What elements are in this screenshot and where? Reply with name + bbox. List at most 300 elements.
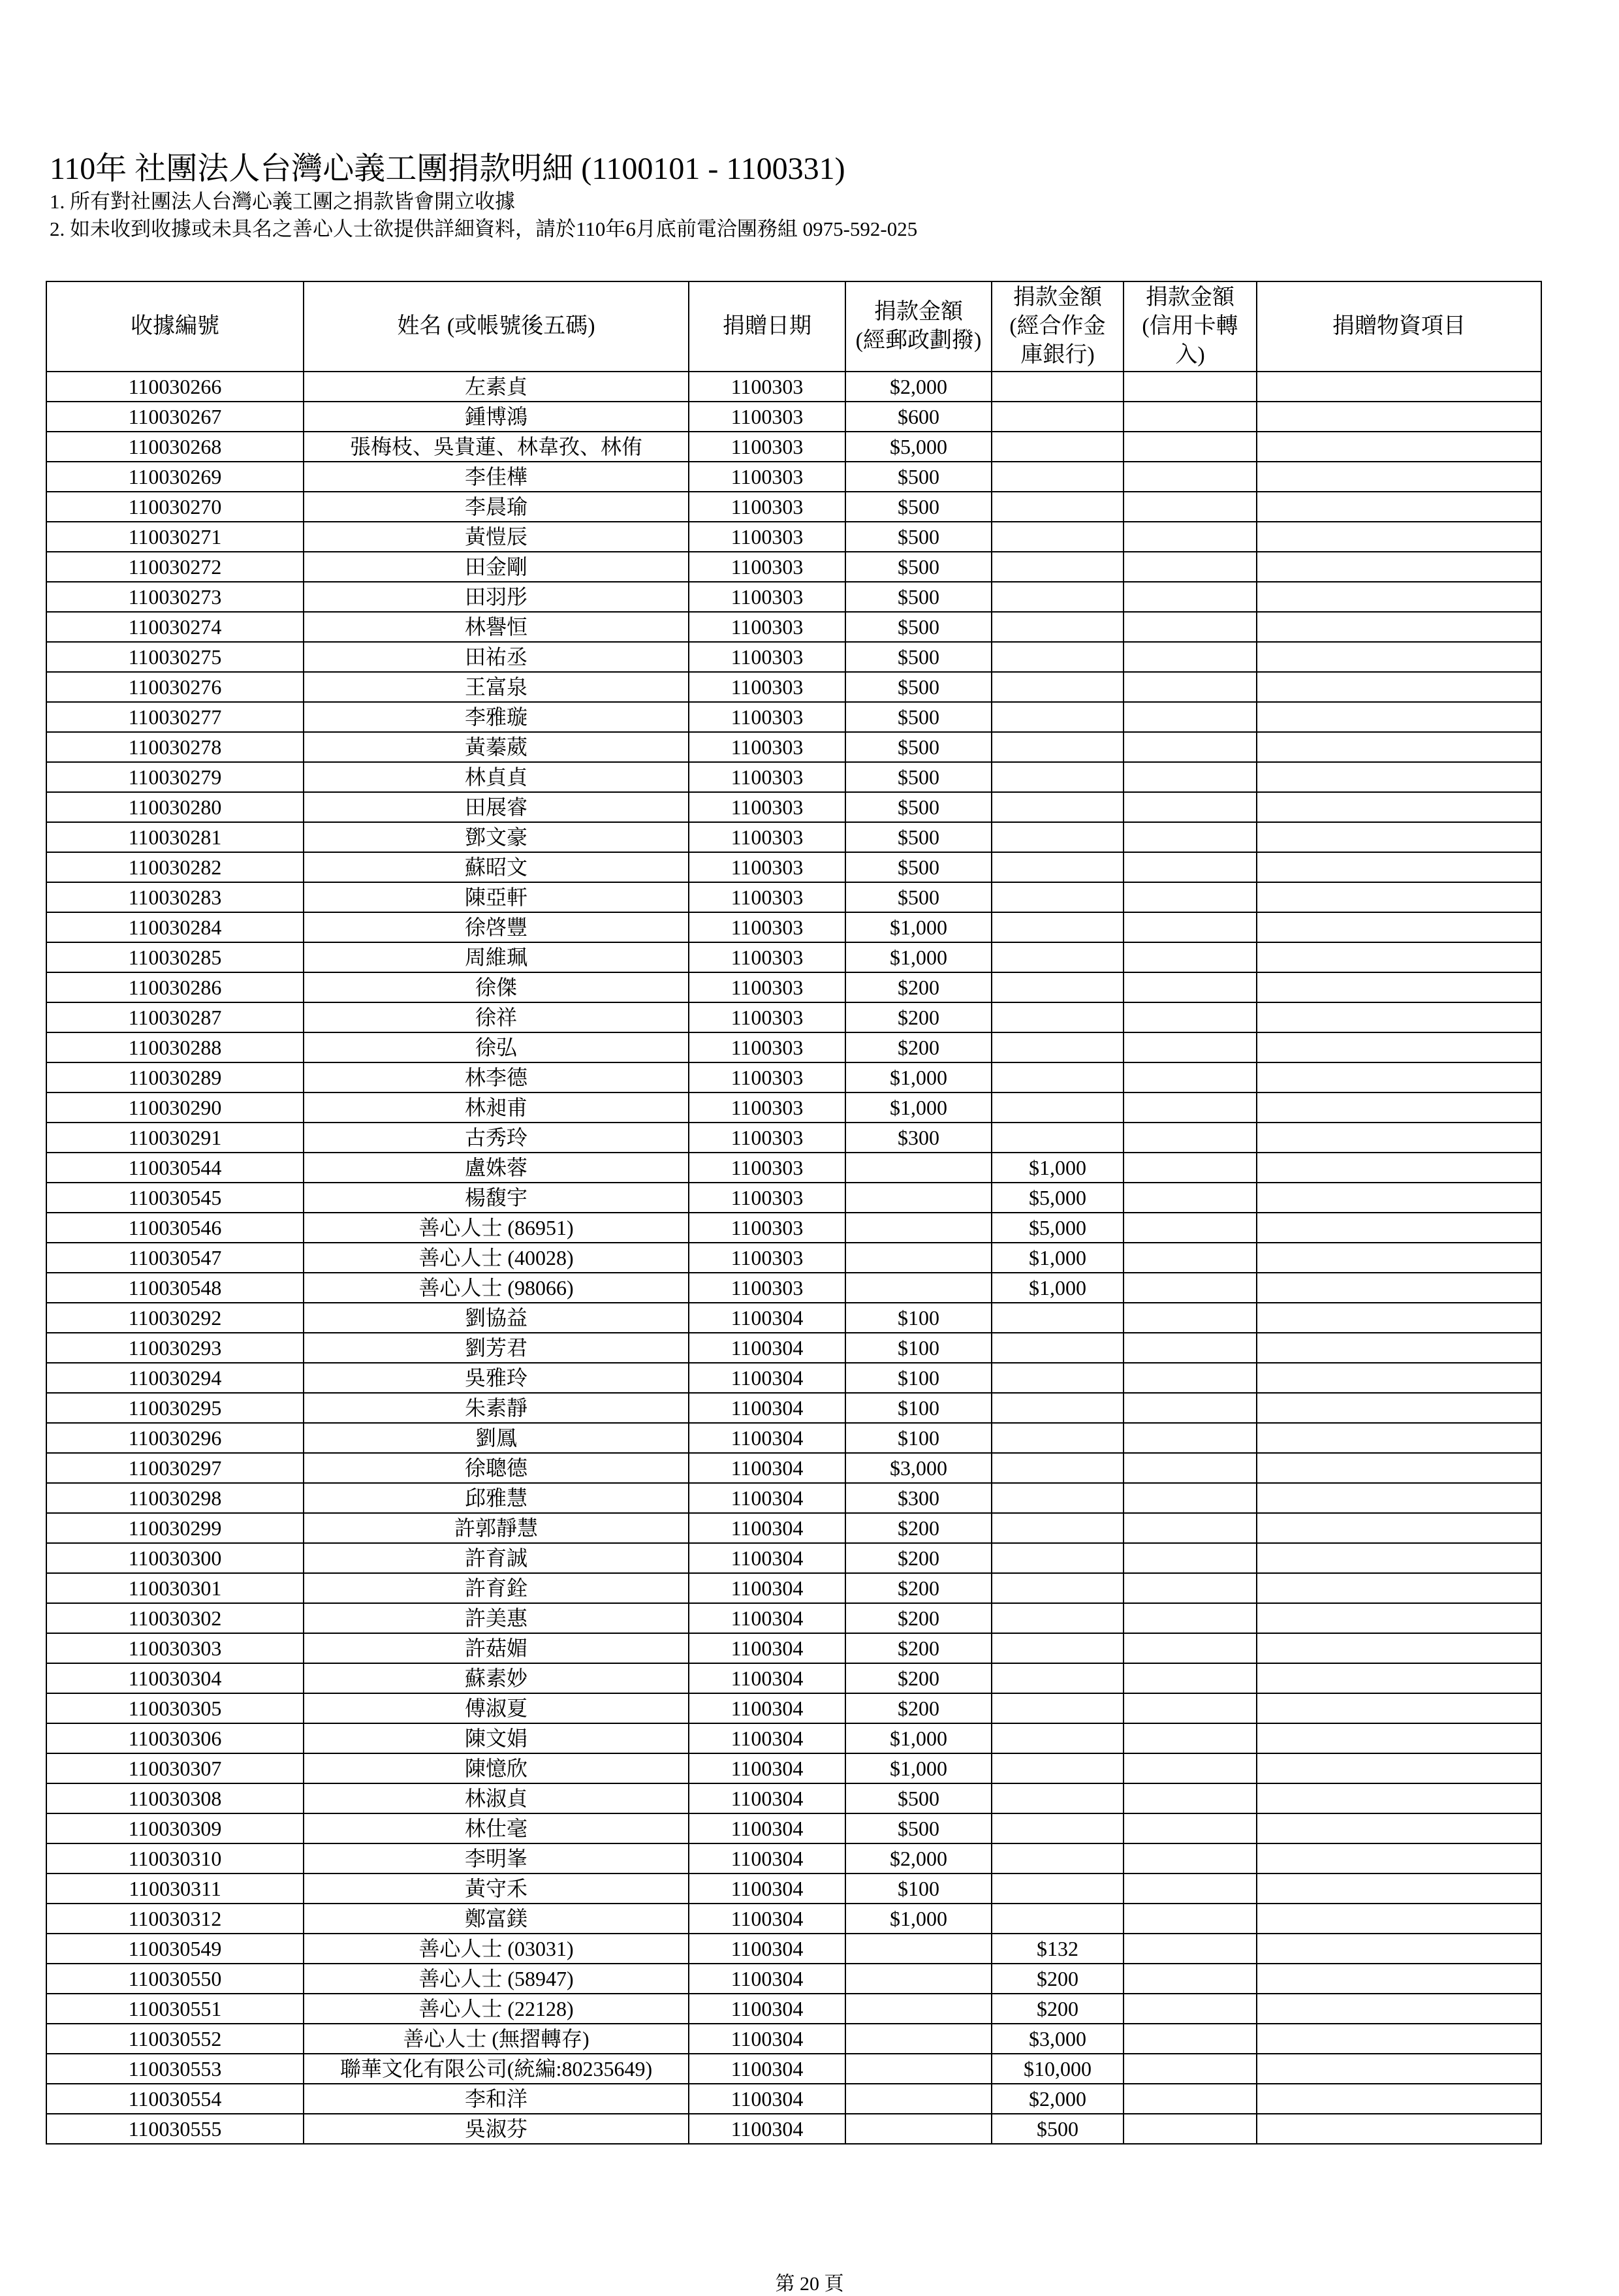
cell-donor-name: 徐聰德: [304, 1453, 689, 1483]
table-row: [46, 1543, 1541, 1573]
cell-donation-date: 1100303: [689, 732, 845, 762]
cell-amount-credit-card: [1124, 852, 1257, 882]
cell-amount-postal: $200: [845, 1032, 992, 1062]
cell-amount-bank: [992, 1423, 1124, 1453]
cell-amount-postal: $1,000: [845, 1904, 992, 1934]
cell-amount-credit-card: [1124, 1393, 1257, 1423]
cell-donor-name: 李雅璇: [304, 702, 689, 732]
table-row: [46, 492, 1541, 522]
cell-donor-name: 李晨瑜: [304, 492, 689, 522]
cell-donation-date: 1100304: [689, 1513, 845, 1543]
cell-receipt-number: 110030282: [46, 852, 304, 882]
cell-donated-goods: [1257, 1032, 1541, 1062]
table-row: [46, 1693, 1541, 1723]
column-header-line: 捐款金額: [1146, 285, 1234, 310]
cell-amount-credit-card: [1124, 1002, 1257, 1032]
cell-donor-name: 王富泉: [304, 672, 689, 702]
cell-amount-credit-card: [1124, 1543, 1257, 1573]
cell-donation-date: 1100303: [689, 522, 845, 552]
cell-donated-goods: [1257, 2024, 1541, 2054]
cell-receipt-number: 110030299: [46, 1513, 304, 1543]
cell-amount-postal: $1,000: [845, 912, 992, 942]
cell-amount-credit-card: [1124, 1183, 1257, 1213]
cell-donation-date: 1100303: [689, 462, 845, 492]
note-contact: 2. 如未收到收據或未具名之善心人士欲提供詳細資料，請於110年6月底前電洽團務組 0975-592-025: [50, 217, 918, 240]
cell-donated-goods: [1257, 2114, 1541, 2144]
cell-donated-goods: [1257, 552, 1541, 582]
cell-amount-bank: [992, 1873, 1124, 1904]
cell-donor-name: 田羽彤: [304, 582, 689, 612]
column-header-amount-bank: [992, 281, 1124, 372]
cell-amount-bank: $1,000: [992, 1243, 1124, 1273]
cell-amount-credit-card: [1124, 1693, 1257, 1723]
cell-donated-goods: [1257, 2084, 1541, 2114]
cell-donor-name: 善心人士 (03031): [304, 1934, 689, 1964]
cell-donor-name: 吳淑芬: [304, 2114, 689, 2144]
cell-donation-date: 1100304: [689, 1873, 845, 1904]
cell-amount-bank: [992, 1032, 1124, 1062]
cell-amount-bank: [992, 732, 1124, 762]
cell-amount-credit-card: [1124, 1062, 1257, 1092]
cell-amount-bank: [992, 522, 1124, 552]
cell-amount-postal: $200: [845, 1543, 992, 1573]
cell-donor-name: 劉協益: [304, 1303, 689, 1333]
cell-amount-credit-card: [1124, 792, 1257, 822]
cell-amount-postal: $500: [845, 672, 992, 702]
cell-donation-date: 1100303: [689, 1243, 845, 1273]
cell-donor-name: 林譽恒: [304, 612, 689, 642]
cell-amount-postal: $100: [845, 1333, 992, 1363]
cell-amount-credit-card: [1124, 432, 1257, 462]
cell-amount-bank: [992, 642, 1124, 672]
cell-amount-bank: $5,000: [992, 1213, 1124, 1243]
cell-donor-name: 鄭富鎂: [304, 1904, 689, 1934]
cell-amount-postal: $100: [845, 1303, 992, 1333]
cell-donor-name: 吳雅玲: [304, 1363, 689, 1393]
cell-amount-postal: $1,000: [845, 1753, 992, 1783]
cell-amount-postal: $200: [845, 1663, 992, 1693]
cell-amount-postal: $200: [845, 1002, 992, 1032]
note-receipt: 1. 所有對社團法人台灣心義工團之捐款皆會開立收據: [50, 190, 515, 213]
cell-donated-goods: [1257, 1092, 1541, 1123]
table-row: [46, 2084, 1541, 2114]
table-row: [46, 1032, 1541, 1062]
cell-amount-postal: $3,000: [845, 1453, 992, 1483]
cell-donation-date: 1100303: [689, 1032, 845, 1062]
cell-receipt-number: 110030267: [46, 402, 304, 432]
cell-donated-goods: [1257, 1603, 1541, 1633]
cell-donor-name: 陳亞軒: [304, 882, 689, 912]
cell-donated-goods: [1257, 1813, 1541, 1843]
cell-amount-postal: [845, 1273, 992, 1303]
cell-amount-postal: [845, 1153, 992, 1183]
cell-amount-bank: $10,000: [992, 2054, 1124, 2084]
cell-receipt-number: 110030288: [46, 1032, 304, 1062]
cell-amount-bank: $1,000: [992, 1273, 1124, 1303]
table-row: [46, 1062, 1541, 1092]
cell-donation-date: 1100303: [689, 972, 845, 1002]
cell-donation-date: 1100303: [689, 1183, 845, 1213]
cell-amount-credit-card: [1124, 1333, 1257, 1363]
table-row: [46, 912, 1541, 942]
cell-donation-date: 1100303: [689, 1092, 845, 1123]
cell-donated-goods: [1257, 702, 1541, 732]
cell-donor-name: 許菇媚: [304, 1633, 689, 1663]
column-header-line: 姓名 (或帳號後五碼): [397, 314, 595, 338]
table-row: [46, 1603, 1541, 1633]
cell-amount-credit-card: [1124, 1453, 1257, 1483]
cell-donated-goods: [1257, 1363, 1541, 1393]
table-row: [46, 1363, 1541, 1393]
table-row: [46, 1934, 1541, 1964]
cell-donated-goods: [1257, 1663, 1541, 1693]
table-row: [46, 1273, 1541, 1303]
cell-amount-postal: $500: [845, 1813, 992, 1843]
cell-donor-name: 傅淑夏: [304, 1693, 689, 1723]
cell-amount-postal: [845, 1243, 992, 1273]
cell-receipt-number: 110030272: [46, 552, 304, 582]
cell-receipt-number: 110030289: [46, 1062, 304, 1092]
cell-receipt-number: 110030553: [46, 2054, 304, 2084]
cell-donor-name: 徐啓豐: [304, 912, 689, 942]
cell-donor-name: 善心人士 (22128): [304, 1994, 689, 2024]
table-row: [46, 1513, 1541, 1543]
table-row: [46, 1243, 1541, 1273]
cell-donor-name: 善心人士 (無摺轉存): [304, 2024, 689, 2054]
cell-amount-postal: $100: [845, 1363, 992, 1393]
cell-donation-date: 1100304: [689, 2084, 845, 2114]
cell-donated-goods: [1257, 582, 1541, 612]
cell-donor-name: 林李德: [304, 1062, 689, 1092]
cell-amount-credit-card: [1124, 1423, 1257, 1453]
cell-amount-credit-card: [1124, 2054, 1257, 2084]
cell-amount-credit-card: [1124, 1934, 1257, 1964]
table-row: [46, 1123, 1541, 1153]
cell-receipt-number: 110030285: [46, 942, 304, 972]
cell-donor-name: 李佳樺: [304, 462, 689, 492]
cell-donor-name: 楊馥宇: [304, 1183, 689, 1213]
table-row: [46, 1423, 1541, 1453]
table-row: [46, 522, 1541, 552]
cell-amount-credit-card: [1124, 1032, 1257, 1062]
cell-amount-postal: [845, 2024, 992, 2054]
cell-donated-goods: [1257, 672, 1541, 702]
table-row: [46, 822, 1541, 852]
cell-donation-date: 1100303: [689, 702, 845, 732]
cell-amount-bank: $132: [992, 1934, 1124, 1964]
table-row: [46, 972, 1541, 1002]
column-header-amount-credit-card: [1124, 281, 1257, 372]
cell-amount-bank: [992, 792, 1124, 822]
cell-amount-bank: [992, 1393, 1124, 1423]
cell-amount-bank: [992, 702, 1124, 732]
cell-donated-goods: [1257, 972, 1541, 1002]
cell-amount-bank: $500: [992, 2114, 1124, 2144]
cell-amount-bank: [992, 1904, 1124, 1934]
table-row: [46, 942, 1541, 972]
cell-donated-goods: [1257, 1213, 1541, 1243]
table-row: [46, 702, 1541, 732]
cell-receipt-number: 110030547: [46, 1243, 304, 1273]
cell-receipt-number: 110030549: [46, 1934, 304, 1964]
cell-donated-goods: [1257, 1573, 1541, 1603]
column-header-line: 入): [1175, 343, 1205, 367]
cell-amount-bank: [992, 1513, 1124, 1543]
cell-receipt-number: 110030310: [46, 1843, 304, 1873]
cell-amount-postal: $600: [845, 402, 992, 432]
cell-amount-credit-card: [1124, 1904, 1257, 1934]
table-row: [46, 582, 1541, 612]
donation-table: [46, 281, 1542, 2145]
cell-amount-postal: $200: [845, 972, 992, 1002]
cell-amount-credit-card: [1124, 1964, 1257, 1994]
table-row: [46, 552, 1541, 582]
table-row: [46, 1663, 1541, 1693]
cell-donation-date: 1100303: [689, 1273, 845, 1303]
cell-donated-goods: [1257, 882, 1541, 912]
cell-donated-goods: [1257, 522, 1541, 552]
cell-amount-postal: [845, 1994, 992, 2024]
cell-amount-postal: $1,000: [845, 1092, 992, 1123]
cell-donated-goods: [1257, 642, 1541, 672]
cell-receipt-number: 110030269: [46, 462, 304, 492]
cell-receipt-number: 110030287: [46, 1002, 304, 1032]
cell-donated-goods: [1257, 792, 1541, 822]
document-header: [50, 150, 917, 243]
cell-receipt-number: 110030311: [46, 1873, 304, 1904]
table-row: [46, 1783, 1541, 1813]
cell-donated-goods: [1257, 1904, 1541, 1934]
cell-donated-goods: [1257, 762, 1541, 792]
cell-receipt-number: 110030545: [46, 1183, 304, 1213]
cell-receipt-number: 110030279: [46, 762, 304, 792]
cell-donated-goods: [1257, 1333, 1541, 1363]
table-row: [46, 372, 1541, 402]
cell-donor-name: 朱素靜: [304, 1393, 689, 1423]
cell-amount-postal: $500: [845, 762, 992, 792]
cell-amount-postal: $100: [845, 1873, 992, 1904]
cell-amount-postal: $2,000: [845, 1843, 992, 1873]
cell-donation-date: 1100303: [689, 432, 845, 462]
cell-amount-credit-card: [1124, 1483, 1257, 1513]
table-row: [46, 882, 1541, 912]
cell-amount-credit-card: [1124, 462, 1257, 492]
cell-donor-name: 周維珮: [304, 942, 689, 972]
cell-amount-credit-card: [1124, 912, 1257, 942]
table-row: [46, 1002, 1541, 1032]
cell-donated-goods: [1257, 1303, 1541, 1333]
cell-amount-bank: [992, 1813, 1124, 1843]
cell-donated-goods: [1257, 822, 1541, 852]
cell-amount-bank: [992, 1723, 1124, 1753]
cell-amount-postal: $500: [845, 462, 992, 492]
cell-donation-date: 1100304: [689, 1303, 845, 1333]
cell-amount-credit-card: [1124, 1213, 1257, 1243]
cell-donated-goods: [1257, 1543, 1541, 1573]
cell-amount-postal: $100: [845, 1423, 992, 1453]
table-header-row: [46, 281, 1541, 372]
cell-receipt-number: 110030296: [46, 1423, 304, 1453]
cell-amount-bank: [992, 612, 1124, 642]
cell-amount-postal: [845, 1934, 992, 1964]
cell-amount-postal: [845, 1213, 992, 1243]
cell-donation-date: 1100303: [689, 612, 845, 642]
cell-donated-goods: [1257, 1393, 1541, 1423]
cell-donation-date: 1100304: [689, 1573, 845, 1603]
table-row: [46, 2054, 1541, 2084]
table-row: [46, 1483, 1541, 1513]
cell-amount-bank: [992, 1753, 1124, 1783]
cell-donated-goods: [1257, 432, 1541, 462]
cell-donation-date: 1100303: [689, 1213, 845, 1243]
table-row: [46, 642, 1541, 672]
cell-amount-credit-card: [1124, 1783, 1257, 1813]
cell-amount-bank: [992, 1573, 1124, 1603]
cell-receipt-number: 110030283: [46, 882, 304, 912]
cell-donor-name: 徐弘: [304, 1032, 689, 1062]
table-row: [46, 762, 1541, 792]
cell-donor-name: 鍾博鴻: [304, 402, 689, 432]
column-header-amount-postal: [845, 281, 992, 372]
cell-donated-goods: [1257, 1423, 1541, 1453]
cell-amount-credit-card: [1124, 762, 1257, 792]
cell-receipt-number: 110030290: [46, 1092, 304, 1123]
table-row: [46, 1303, 1541, 1333]
cell-amount-credit-card: [1124, 1603, 1257, 1633]
cell-receipt-number: 110030275: [46, 642, 304, 672]
table-row: [46, 732, 1541, 762]
cell-amount-postal: $300: [845, 1483, 992, 1513]
cell-amount-bank: $2,000: [992, 2084, 1124, 2114]
cell-amount-bank: [992, 1453, 1124, 1483]
cell-donor-name: 林貞貞: [304, 762, 689, 792]
cell-amount-credit-card: [1124, 1273, 1257, 1303]
cell-amount-bank: [992, 972, 1124, 1002]
column-header-line: 捐款金額: [1013, 285, 1102, 310]
table-row: [46, 672, 1541, 702]
cell-amount-credit-card: [1124, 1153, 1257, 1183]
column-header-line: (經郵政劃撥): [855, 328, 982, 353]
cell-donor-name: 黃蓁葳: [304, 732, 689, 762]
cell-donation-date: 1100304: [689, 1663, 845, 1693]
table-row: [46, 1964, 1541, 1994]
cell-donated-goods: [1257, 1843, 1541, 1873]
cell-donation-date: 1100303: [689, 372, 845, 402]
cell-receipt-number: 110030273: [46, 582, 304, 612]
table-row: [46, 1213, 1541, 1243]
table-row: [46, 1573, 1541, 1603]
cell-donation-date: 1100304: [689, 1723, 845, 1753]
cell-receipt-number: 110030548: [46, 1273, 304, 1303]
cell-donated-goods: [1257, 492, 1541, 522]
cell-amount-credit-card: [1124, 1363, 1257, 1393]
cell-amount-bank: [992, 672, 1124, 702]
cell-donated-goods: [1257, 912, 1541, 942]
cell-amount-postal: $1,000: [845, 1723, 992, 1753]
cell-receipt-number: 110030270: [46, 492, 304, 522]
cell-receipt-number: 110030291: [46, 1123, 304, 1153]
cell-donation-date: 1100303: [689, 672, 845, 702]
column-header-donation-date: [689, 281, 845, 372]
cell-amount-credit-card: [1124, 2114, 1257, 2144]
cell-receipt-number: 110030301: [46, 1573, 304, 1603]
cell-donated-goods: [1257, 1273, 1541, 1303]
cell-amount-postal: $200: [845, 1633, 992, 1663]
cell-amount-credit-card: [1124, 1303, 1257, 1333]
cell-donor-name: 張梅枝、吳貴蓮、林韋孜、林侑: [304, 432, 689, 462]
cell-amount-postal: $500: [845, 822, 992, 852]
cell-donation-date: 1100303: [689, 822, 845, 852]
cell-donated-goods: [1257, 1183, 1541, 1213]
cell-amount-credit-card: [1124, 582, 1257, 612]
cell-donor-name: 許育誠: [304, 1543, 689, 1573]
cell-amount-bank: [992, 1483, 1124, 1513]
cell-donated-goods: [1257, 1453, 1541, 1483]
cell-donation-date: 1100304: [689, 1693, 845, 1723]
cell-amount-postal: $1,000: [845, 1062, 992, 1092]
cell-receipt-number: 110030312: [46, 1904, 304, 1934]
cell-amount-bank: [992, 1543, 1124, 1573]
cell-amount-postal: $200: [845, 1603, 992, 1633]
table-row: [46, 1453, 1541, 1483]
cell-amount-bank: [992, 882, 1124, 912]
table-row: [46, 852, 1541, 882]
cell-amount-credit-card: [1124, 942, 1257, 972]
cell-amount-postal: $200: [845, 1693, 992, 1723]
table-row: [46, 1873, 1541, 1904]
cell-donated-goods: [1257, 1723, 1541, 1753]
cell-amount-credit-card: [1124, 612, 1257, 642]
cell-donor-name: 盧姝蓉: [304, 1153, 689, 1183]
cell-amount-postal: [845, 1964, 992, 1994]
table-row: [46, 462, 1541, 492]
cell-donated-goods: [1257, 1153, 1541, 1183]
cell-receipt-number: 110030293: [46, 1333, 304, 1363]
table-row: [46, 1333, 1541, 1363]
cell-amount-credit-card: [1124, 1573, 1257, 1603]
cell-amount-credit-card: [1124, 372, 1257, 402]
document-title: 110年 社團法人台灣心義工團捐款明細 (1100101 - 1100331): [50, 151, 845, 186]
cell-donor-name: 邱雅慧: [304, 1483, 689, 1513]
cell-donation-date: 1100303: [689, 582, 845, 612]
cell-receipt-number: 110030297: [46, 1453, 304, 1483]
cell-amount-bank: $200: [992, 1964, 1124, 1994]
cell-amount-postal: $100: [845, 1393, 992, 1423]
cell-donation-date: 1100304: [689, 1843, 845, 1873]
cell-receipt-number: 110030544: [46, 1153, 304, 1183]
cell-amount-credit-card: [1124, 882, 1257, 912]
cell-receipt-number: 110030546: [46, 1213, 304, 1243]
cell-amount-credit-card: [1124, 1843, 1257, 1873]
cell-amount-credit-card: [1124, 1663, 1257, 1693]
table-row: [46, 612, 1541, 642]
cell-amount-bank: [992, 552, 1124, 582]
cell-amount-postal: [845, 2084, 992, 2114]
cell-amount-bank: [992, 852, 1124, 882]
cell-receipt-number: 110030305: [46, 1693, 304, 1723]
cell-amount-postal: $500: [845, 492, 992, 522]
table-row: [46, 1904, 1541, 1934]
cell-amount-bank: [992, 822, 1124, 852]
cell-donation-date: 1100303: [689, 1153, 845, 1183]
cell-donation-date: 1100303: [689, 552, 845, 582]
table-row: [46, 432, 1541, 462]
cell-amount-credit-card: [1124, 1092, 1257, 1123]
cell-amount-postal: $500: [845, 882, 992, 912]
cell-amount-postal: $1,000: [845, 942, 992, 972]
cell-amount-bank: [992, 1843, 1124, 1873]
table-row: [46, 1153, 1541, 1183]
